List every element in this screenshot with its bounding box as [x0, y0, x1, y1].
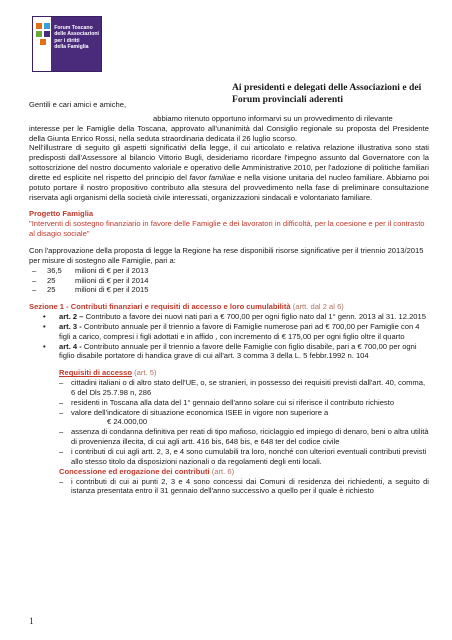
requisiti-list [59, 378, 429, 467]
list-item: – assenza di condanna definitiva per reati di tipo mafioso, riciclaggio ed impiego di denaro, beni o altra utilità di provenienza illecita, di cui agli artt. 416 bis, 648 bis, e 648 ter del codice civile [59, 427, 429, 447]
project-title: Progetto Famiglia [29, 209, 94, 219]
list-item: – 25 milioni di € per il 2015 [29, 285, 429, 295]
recipient-address: Ai presidenti e delegati delle Associazioni e dei Forum provinciali aderenti [232, 82, 422, 105]
requisiti-block [29, 368, 429, 496]
list-item: – valore dell'indicatore di situazione economica ISEE in vigore non superiore a € 24.000,00 [59, 408, 429, 428]
approval-paragraph: Con l'approvazione della proposta di legge la Regione ha rese disponibili risorse significative per il triennio 2013/2015 per misure di sostegno alle Famiglie, pari a: [29, 245, 424, 265]
list-item: – 36,5 milioni di € per il 2013 [29, 266, 429, 276]
letter-body [29, 100, 429, 496]
project-subtitle: "Interventi di sostegno finanziario in favore delle Famiglie e dei lavoratori in difficoltà, per la coesione e per il contrasto al disagio sociale" [29, 219, 425, 239]
section-1-title: Sezione 1 - Contributi finanziari e requisiti di accesso e loro cumulabilità (artt. dal 2 al 6) [29, 302, 344, 312]
intro-line-1: abbiamo ritenuto opportuno informarvi su un provvedimento di rilevante [153, 113, 393, 123]
amounts-list [29, 266, 429, 296]
forum-logo [32, 16, 102, 72]
illustration-paragraph: Nell'illustrare di seguito gli aspetti significativi della legge, il cui articolato e relativa relazione illustrativa sono stati predisposti dall'Assessore al bilancio Vittorio Bugli, desideriamo ricordare l'impegno assunto dal Governatore con la sottoscrizione del nostro documento valoriale e operativo delle Amministrative 2010, per l'adozione di politiche familiari dirette ed esplicite nel rispetto del principio del favor familiae e nella visione unitaria del nucleo familiare. Abbiamo poi potuto portare il nostro propositivo contributo alla stesura del provvedimento nella fase di preliminare consultazione riservata agli organismi della società civile interessati, organizzazioni sindacali e volontariato familiare. [29, 143, 429, 202]
logo-text: Forum Toscano delle Associazioni per i diritti della Famiglia [51, 17, 101, 71]
list-item: • art. 4 - Contributo annuale per il triennio a favore delle Famiglie con figlio disabile, pari a € 700,00 per ogni figlio disabile portatore di handica grave di cui all'art. 3 comma 3 della L. 5 febbr.1992 n. 104 [29, 342, 429, 362]
greeting: Gentili e cari amici e amiche, [29, 100, 127, 109]
isee-amount: € 24.000,00 [107, 417, 148, 427]
list-item: – i contributi di cui ai punti 2, 3 e 4 sono concessi dai Comuni di residenza dei richiedenti, a seguito di istanza presentata entro il 31 gennaio dell'anno successivo a quello per il quale è richiesto [59, 477, 429, 497]
list-item: – 25 milioni di € per il 2014 [29, 276, 429, 286]
list-item: • art. 3 - Contributo annuale per il triennio a favore di Famiglie numerose pari ad € 700,00 per Famiglie con 4 figli a carico, compresi i figli adottati e in affido , con incremento di € 175,00 per ogni figlio oltre il quarto [29, 322, 429, 342]
list-item: • art. 2 – Contributo a favore dei nuovi nati pari a € 700,00 per ogni figlio nato dal 1° genn. 2013 al 31. 12.2015 [29, 312, 429, 322]
articles-list [29, 312, 429, 361]
concessione-list [59, 477, 429, 497]
list-item: – i contributi di cui agli artt. 2, 3, e 4 sono cumulabili tra loro, nonché con ulteriori eventuali contributi previsti allo stesso titolo da disposizioni nazionali o da regolamenti degli enti locali. [59, 447, 429, 467]
list-item: – cittadini italiani o di altro stato dell'UE, o, se stranieri, in possesso dei requisiti previsti dall'art. 40, comma, 6 del Dls 25.7.98 n, 286 [59, 378, 429, 398]
concessione-title: Concessione ed erogazione dei contributi (art. 6) [59, 466, 235, 476]
intro-rest: interesse per le Famiglie della Toscana, approvato all'unanimità dal Consiglio regionale su proposta del Presidente della Giunta Enrico Rossi, nella seduta straordinaria dedicata il 26 luglio scorso. [29, 123, 429, 143]
requisiti-title: Requisiti di accesso (art. 5) [59, 368, 157, 378]
page-number: 1 [29, 616, 34, 626]
logo-mark-icon [33, 17, 51, 71]
list-item: – residenti in Toscana alla data del 1° gennaio dell'anno solare cui si riferisce il contributo richiesto [59, 398, 429, 408]
